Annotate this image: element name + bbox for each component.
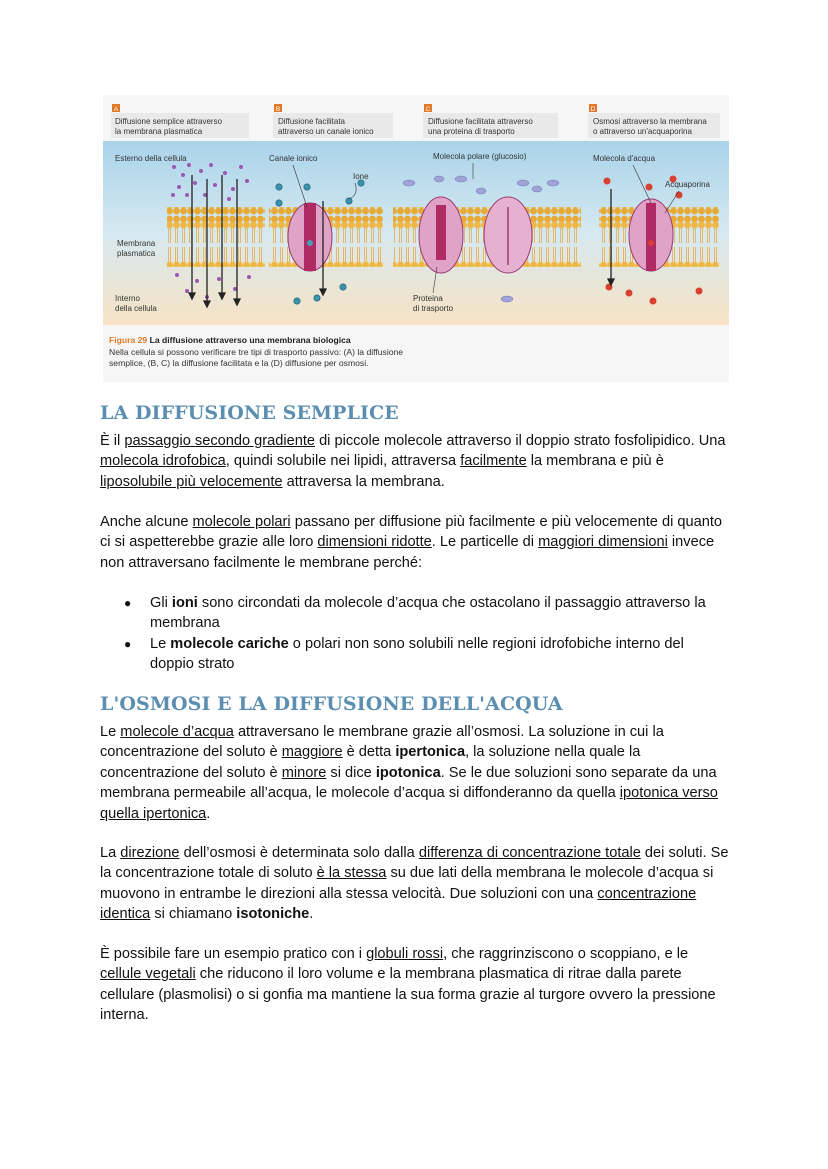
panel-title-c-line1: Diffusione facilitata attraverso — [428, 117, 533, 126]
paragraph-osmosi-1: Le molecole d’acqua attraversano le membrane grazie all’osmosi. La soluzione in cui la concentrazione del soluto è maggiore è detta ipertonica, la soluzione nella quale la concentrazione del soluto è minore si dice ipotonica. Se le due soluzioni sono separate da una membrana permeabile all’acqua, le molecole d’acqua si diffonderanno da quella ipotonica verso quella ipertonica. — [100, 724, 718, 822]
caption-line-1: Nella cellula si possono verificare tre tipi di trasporto passivo: (A) la diffusione — [109, 346, 404, 357]
label-acquaporina: Acquaporina — [665, 180, 710, 189]
bullet-list — [100, 593, 730, 675]
list-item: ● Le molecole cariche o polari non sono solubili nelle regioni idrofobiche interno del doppio strato — [124, 635, 684, 673]
list-item: ● Gli ioni sono circondati da molecole d’acqua che ostacolano il passaggio attraverso la membrana — [124, 595, 706, 632]
heading-diffusione-semplice: LA DIFFUSIONE SEMPLICE — [100, 402, 399, 424]
label-proteina-line2: di trasporto — [413, 304, 454, 313]
panel-letter-d: D — [590, 106, 596, 113]
label-canale-ionico: Canale ionico — [269, 154, 318, 163]
label-interno-line1: Interno — [115, 294, 140, 303]
carrier-protein-right — [484, 197, 532, 273]
heading-osmosi: L'OSMOSI E LA DIFFUSIONE DELL'ACQUA — [100, 693, 563, 715]
caption-line-2: semplice, (B, C) la diffusione facilitata e la (D) diffusione per osmosi. — [109, 358, 369, 368]
paragraph-diffusione-1: È il passaggio secondo gradiente di piccole molecole attraverso il doppio strato fosfolipidico. Una molecola idrofobica, quindi solubile nei lipidi, attraversa facilmente la membrana e più è liposolubile più velocemente attraversa la membrana. — [100, 433, 726, 490]
carrier-protein-left — [419, 197, 463, 273]
ion-channel-protein — [288, 203, 332, 271]
paragraph-osmosi-2: La direzione dell’osmosi è determinata solo dalla differenza di concentrazione totale dei soluti. Se la concentrazione totale di soluto è la stessa su due lati della membrana le molecole d’acqua si muovono in entrambe le direzioni alla stessa velocità. Due soluzioni con una concentrazione identica si chiamano isotoniche. — [100, 845, 729, 923]
panel-header-a — [111, 104, 249, 138]
panel-header-c — [423, 104, 558, 138]
aquaporin-protein — [629, 199, 673, 271]
panel-title-d-line2: o attraverso un'acquaporina — [593, 127, 692, 136]
label-membrana-line2: plasmatica — [117, 249, 156, 258]
figure-title: La diffusione attraverso una membrana biologica — [149, 335, 351, 345]
membrane-a — [167, 207, 265, 267]
paragraph-osmosi-3: È possibile fare un esempio pratico con i globuli rossi, che raggrinziscono o scoppiano, e le cellule vegetali che riducono il loro volume e la membrana plasmatica di ritrae dalla parete cellulare (plasmolisi) o si gonfia ma mantiene la sua forma grazie al turgore ovvero la pressione interna. — [100, 946, 716, 1024]
panel-title-b-line2: attraverso un canale ionico — [278, 127, 374, 136]
figure-number: Figura 29 — [109, 335, 148, 345]
diffusion-illustration — [103, 95, 729, 335]
label-interno-line2: della cellula — [115, 304, 157, 313]
paragraph-diffusione-2: Anche alcune molecole polari passano per diffusione più facilmente e più velocemente di quanto ci si aspetterebbe grazie alle loro dimensioni ridotte. Le particelle di maggiori dimensioni invece non attraversano facilmente le membrane perché: — [100, 514, 722, 571]
caption-title-line — [109, 335, 709, 347]
panel-title-c-line2: una proteina di trasporto — [428, 127, 515, 136]
panel-title-a-line2: la membrana plasmatica — [115, 127, 203, 136]
label-ione: Ione — [353, 172, 369, 181]
label-molecola-acqua: Molecola d'acqua — [593, 154, 656, 163]
label-membrana-line1: Membrana — [117, 239, 156, 248]
figure-caption — [109, 335, 709, 370]
panel-letter-b: B — [275, 106, 281, 113]
label-esterno: Esterno della cellula — [115, 154, 187, 163]
panel-title-d-line1: Osmosi attraverso la membrana — [593, 117, 707, 126]
panel-header-b — [273, 104, 393, 138]
panel-letter-c: C — [425, 106, 431, 113]
panel-title-a-line1: Diffusione semplice attraverso — [115, 117, 223, 126]
panel-title-b-line1: Diffusione facilitata — [278, 117, 345, 126]
panel-letter-a: A — [113, 106, 119, 113]
label-molecola-polare: Molecola polare (glucosio) — [433, 152, 527, 161]
label-proteina-line1: Proteina — [413, 294, 443, 303]
membrane-diffusion-figure — [103, 95, 729, 382]
panel-header-d — [588, 104, 720, 138]
